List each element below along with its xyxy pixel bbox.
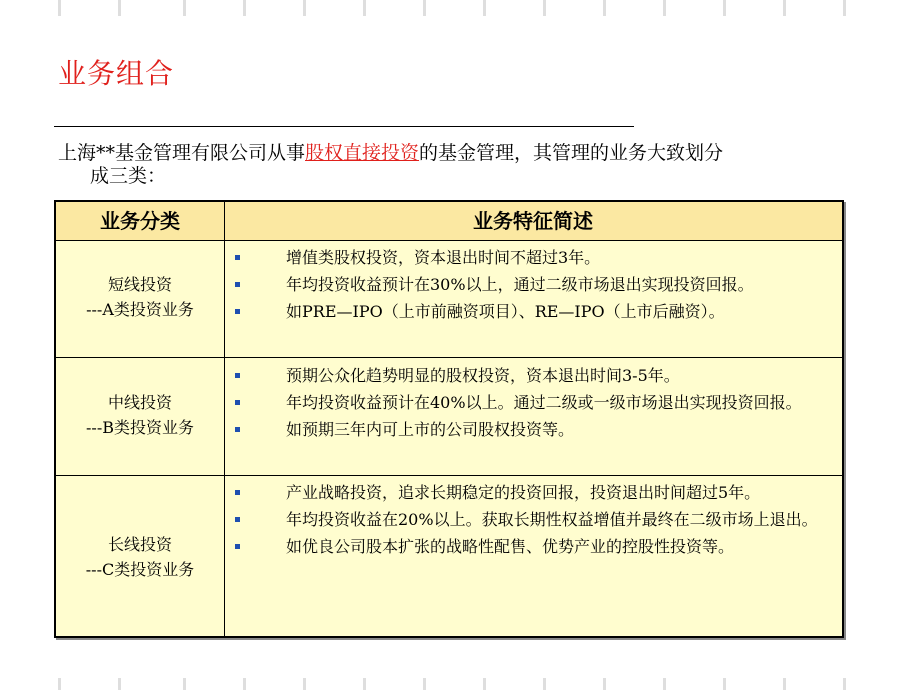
equity-investment-link[interactable]: 股权直接投资	[305, 142, 420, 164]
bullet-icon	[235, 282, 240, 287]
category-type: ---A类投资业务	[86, 300, 194, 319]
bullet-icon	[235, 373, 240, 378]
title-divider	[54, 126, 634, 127]
category-type: ---C类投资业务	[85, 560, 195, 579]
category-name: 中线投资	[107, 393, 172, 412]
category-short-term	[56, 272, 224, 322]
row-long-term-bullets	[224, 482, 842, 563]
bullet-icon	[235, 427, 240, 432]
list-item: 增值类股权投资，资本退出时间不超过3年。	[224, 247, 842, 269]
category-type: ---B类投资业务	[86, 418, 194, 437]
list-item: 年均投资收益预计在40%以上。通过二级或一级市场退出实现投资回报。	[224, 392, 842, 414]
top-tick-strip	[0, 0, 920, 16]
bullet-icon	[235, 400, 240, 405]
category-name: 短线投资	[107, 275, 172, 294]
bullet-icon	[235, 255, 240, 260]
header-description: 业务特征简述	[473, 209, 593, 233]
list-item: 产业战略投资，追求长期稳定的投资回报，投资退出时间超过5年。	[224, 482, 842, 504]
intro-suffix: 的基金管理，其管理的业务大致划分	[419, 142, 724, 164]
business-table	[54, 200, 844, 638]
category-name: 长线投资	[107, 535, 172, 554]
page-title: 业务组合	[58, 57, 175, 90]
bullet-icon	[235, 490, 240, 495]
row-mid-term-bullets	[224, 365, 842, 446]
bullet-icon	[235, 309, 240, 314]
category-long-term	[56, 532, 224, 582]
list-item: 如PRE—IPO（上市前融资项目）、RE—IPO（上市后融资）。	[224, 301, 842, 323]
bottom-tick-strip	[0, 678, 920, 690]
list-item: 年均投资收益预计在30%以上，通过二级市场退出实现投资回报。	[224, 274, 842, 296]
bullet-icon	[235, 517, 240, 522]
list-item: 如优良公司股本扩张的战略性配售、优势产业的控股性投资等。	[224, 536, 842, 558]
list-item: 年均投资收益在20%以上。获取长期性权益增值并最终在二级市场上退出。	[224, 509, 842, 531]
header-category: 业务分类	[100, 209, 180, 233]
row-short-term-bullets	[224, 247, 842, 328]
list-item: 预期公众化趋势明显的股权投资，资本退出时间3-5年。	[224, 365, 842, 387]
intro-line2: 成三类：	[90, 165, 167, 187]
bullet-icon	[235, 544, 240, 549]
list-item: 如预期三年内可上市的公司股权投资等。	[224, 419, 842, 441]
intro-prefix: 上海**基金管理有限公司从事	[58, 142, 306, 164]
category-mid-term	[56, 390, 224, 440]
intro-text	[58, 142, 858, 188]
